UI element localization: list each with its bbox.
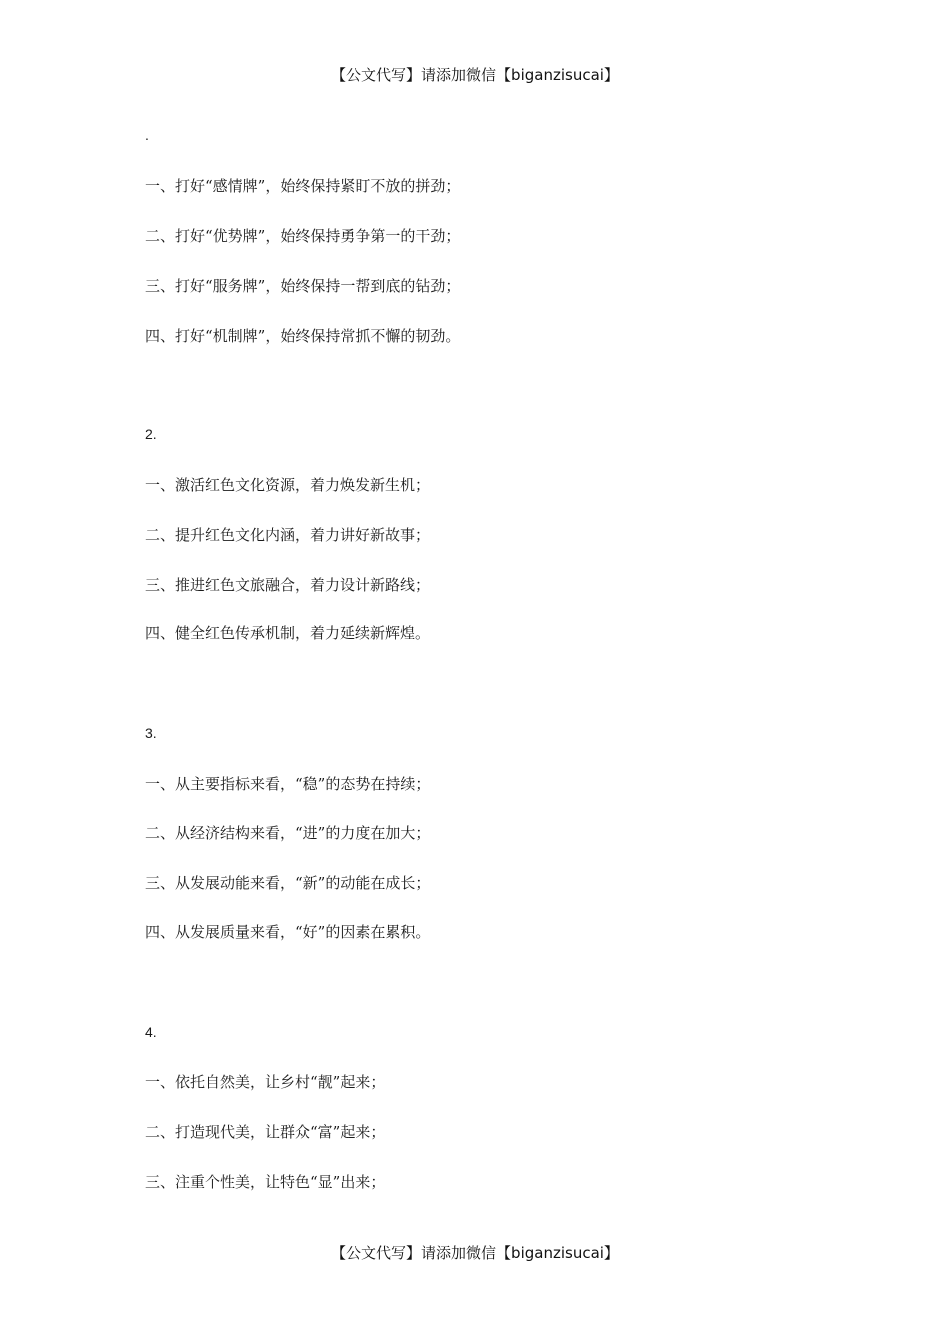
list-item: 一、依托自然美，让乡村“靓”起来； [145, 1073, 386, 1091]
list-item: 四、健全红色传承机制，着力延续新辉煌。 [145, 624, 431, 642]
list-item: 二、打好“优势牌”，始终保持勇争第一的干劲； [145, 227, 461, 245]
section-number: 4. [145, 1024, 157, 1040]
page-header: 【公文代写】请添加微信【biganzisucai】 [331, 66, 619, 84]
section-number: . [145, 127, 149, 143]
list-item: 三、注重个性美，让特色“显”出来； [145, 1173, 386, 1191]
list-item: 三、推进红色文旅融合，着力设计新路线； [145, 576, 431, 594]
list-item: 二、提升红色文化内涵，着力讲好新故事； [145, 526, 431, 544]
section-number: 2. [145, 426, 157, 442]
page-footer: 【公文代写】请添加微信【biganzisucai】 [331, 1244, 619, 1262]
section-number: 3. [145, 725, 157, 741]
list-item: 四、打好“机制牌”，始终保持常抓不懈的韧劲。 [145, 327, 461, 345]
list-item: 一、从主要指标来看，“稳”的态势在持续； [145, 775, 431, 793]
list-item: 三、打好“服务牌”，始终保持一帮到底的钻劲； [145, 277, 461, 295]
list-item: 四、从发展质量来看，“好”的因素在累积。 [145, 923, 431, 941]
list-item: 三、从发展动能来看，“新”的动能在成长； [145, 874, 431, 892]
list-item: 一、激活红色文化资源，着力焕发新生机； [145, 476, 431, 494]
list-item: 二、从经济结构来看，“进”的力度在加大； [145, 824, 431, 842]
list-item: 一、打好“感情牌”，始终保持紧盯不放的拼劲； [145, 177, 461, 195]
list-item: 二、打造现代美，让群众“富”起来； [145, 1123, 386, 1141]
